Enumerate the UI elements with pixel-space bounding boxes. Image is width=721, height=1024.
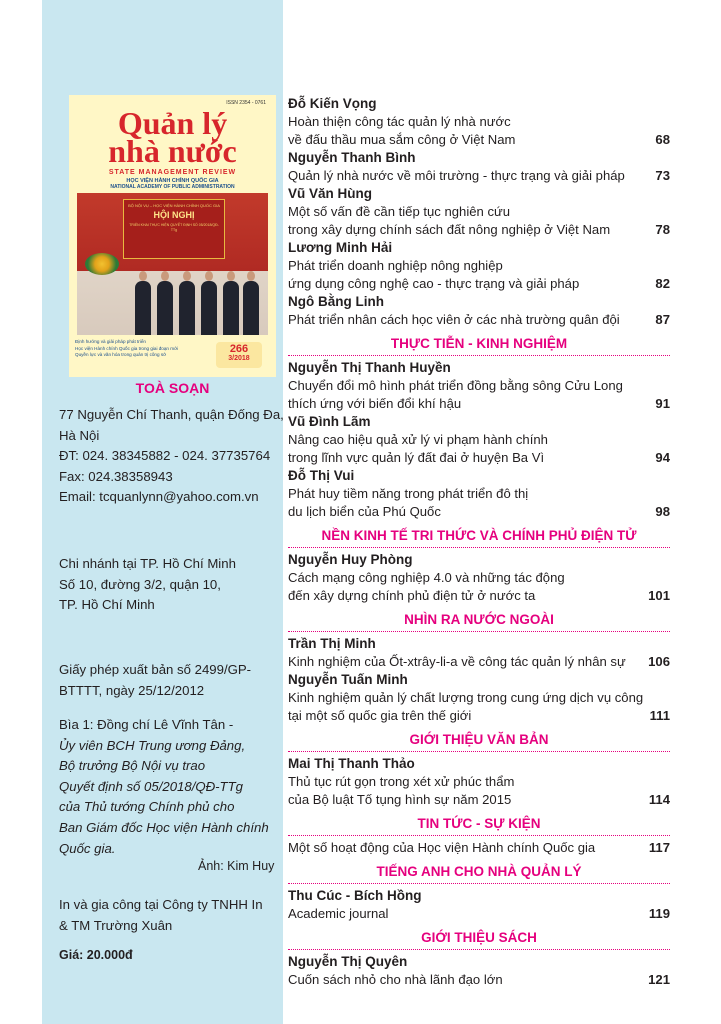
cover-subtitle-en: STATE MANAGEMENT REVIEW [108, 169, 237, 176]
toc-title-text: về đấu thầu mua sắm công ở Việt Nam [288, 132, 516, 147]
toc-title-line [288, 773, 670, 791]
person-figure [135, 281, 151, 335]
banner-subtitle: TRIỂN KHAI THỰC HIỆN QUYẾT ĐỊNH SỐ 05/2018/QĐ-TTg [129, 223, 219, 232]
toc-title-line [288, 167, 670, 185]
toc-entry[interactable] [288, 671, 670, 725]
address-line: Hà Nội [59, 427, 100, 443]
toc-title-text: Kinh nghiệm quản lý chất lượng trong cung ứng dịch vụ công [288, 690, 644, 705]
issue-number: 266 [229, 343, 249, 355]
toc-title-line [288, 707, 670, 725]
caption-line: của Thủ tướng Chính phủ cho [59, 799, 235, 815]
cover-issn: ISSN 2354 - 0761 [226, 100, 266, 106]
branch-line: TP. Hồ Chí Minh [59, 597, 155, 613]
toc-title-line [288, 377, 670, 395]
cover-issue-badge [216, 342, 262, 368]
toc-title-line [288, 275, 670, 293]
toc-title-text: đến xây dựng chính phủ điện tử ở nước ta [288, 588, 536, 603]
toc-title-line [288, 587, 670, 605]
toc-title-line [288, 395, 670, 413]
issue-date: 3/2018 [228, 355, 250, 362]
editorial-contact [59, 405, 284, 508]
toc-title-text: Quản lý nhà nước về môi trường - thực trạng và giải pháp [288, 168, 625, 183]
caption-line: Quyết định số 05/2018/QĐ-TTg [59, 778, 243, 794]
toc-page-number: 106 [648, 654, 670, 669]
toc-section-heading: NỀN KINH TẾ TRI THỨC VÀ CHÍNH PHỦ ĐIỆN TỬ [288, 527, 670, 545]
cover-brand-line1: Quản lý [117, 105, 228, 141]
toc-entry[interactable] [288, 755, 670, 809]
cover-caption [59, 715, 269, 859]
email-text: Email: tcquanlynn@yahoo.com.vn [59, 489, 259, 505]
toc-title-line [288, 971, 670, 989]
toc-author: Mai Thị Thanh Thảo [288, 756, 415, 771]
toc-author: Nguyễn Thị Quyên [288, 954, 408, 969]
toc-author: Lương Minh Hải [288, 240, 393, 255]
toc-title-text: trong lĩnh vực quản lý đất đai ở huyện Ba Vì [288, 450, 545, 465]
person-figure [157, 281, 173, 335]
toc-author: Nguyễn Tuấn Minh [288, 672, 408, 687]
toc-title-text: tại một số quốc gia trên thế giới [288, 708, 472, 723]
toc-entry[interactable] [288, 887, 670, 923]
toc-entry[interactable] [288, 95, 670, 149]
toc-entry[interactable] [288, 149, 670, 185]
toc-entry[interactable] [288, 239, 670, 293]
magazine-cover [69, 95, 276, 377]
person-figure [201, 281, 217, 335]
toc-section-heading: TIẾNG ANH CHO NHÀ QUẢN LÝ [288, 863, 670, 881]
publishing-license [59, 660, 251, 701]
caption-line: Bộ trưởng Bộ Nội vụ trao [59, 758, 206, 774]
toc-title-line [288, 257, 670, 275]
toc-page-number: 117 [648, 840, 670, 855]
toc-title-text: Một số hoạt động của Học viện Hành chính Quốc gia [288, 840, 596, 855]
toc-title-text: Cuốn sách nhỏ cho nhà lãnh đạo lớn [288, 972, 503, 987]
toc-title-text: Cách mạng công nghiệp 4.0 và những tác động [288, 570, 565, 585]
toc-section-heading: GIỚI THIỆU SÁCH [288, 929, 670, 947]
caption-line: Quốc gia. [59, 840, 116, 856]
toc-title-text: Một số vấn đề cần tiếp tục nghiên cứu [288, 204, 511, 219]
license-line: BTTTT, ngày 25/12/2012 [59, 682, 205, 698]
toc-page-number: 111 [649, 708, 670, 723]
toc-title-text: ứng dụng công nghệ cao - thực trạng và giải pháp [288, 276, 580, 291]
caption-line: Ban Giám đốc Học viện Hành chính [59, 819, 269, 835]
toc-author: Vũ Văn Hùng [288, 186, 372, 201]
phone-text: ĐT: 024. 38345882 - 024. 37735764 [59, 448, 271, 464]
caption-line: Bìa 1: Đồng chí Lê Vĩnh Tân - [59, 717, 234, 732]
printer-line: & TM Trường Xuân [59, 917, 173, 933]
toc-title-line [288, 449, 670, 467]
toc-title-text: Nâng cao hiệu quả xử lý vi phạm hành chính [288, 432, 548, 447]
toc-page-number: 114 [648, 792, 670, 807]
toc-title-line [288, 485, 670, 503]
toc-title-text: của Bộ luật Tố tụng hình sự năm 2015 [288, 792, 512, 807]
toc-section-heading: NHÌN RA NƯỚC NGOÀI [288, 611, 670, 629]
cover-academy-en: NATIONAL ACADEMY OF PUBLIC ADMINISTRATION [110, 184, 235, 190]
toc-author: Vũ Đình Lãm [288, 414, 371, 429]
toc-section-heading: GIỚI THIỆU VĂN BẢN [288, 731, 670, 749]
toc-section-heading: THỰC TIỄN - KINH NGHIỆM [288, 335, 670, 353]
toc-title-line [288, 113, 670, 131]
toc-page-number: 91 [655, 396, 670, 411]
toc-author: Đỗ Kiến Vọng [288, 96, 377, 111]
price-text: Giá: 20.000đ [59, 948, 133, 962]
toc-page-number: 98 [655, 504, 670, 519]
cover-photo-banner [123, 199, 225, 259]
branch-line: Chi nhánh tại TP. Hồ Chí Minh [59, 556, 236, 571]
toc-title-line [288, 203, 670, 221]
toc-page-number: 82 [655, 276, 670, 291]
person-figure [223, 281, 239, 335]
toc-page-number: 87 [655, 312, 670, 327]
toc-title-text: Academic journal [288, 906, 389, 921]
toc-entry[interactable] [288, 551, 670, 605]
fax-text: Fax: 024.38358943 [59, 468, 173, 484]
toc-title-line [288, 839, 670, 857]
toc-author: Thu Cúc - Bích Hồng [288, 888, 422, 903]
toc-entry[interactable] [288, 359, 670, 413]
editorial-office-title: TOÀ SOẠN [135, 380, 210, 396]
toc-title-line [288, 905, 670, 923]
toc-title-text: Thủ tục rút gọn trong xét xử phúc thẩm [288, 774, 515, 789]
toc-entry[interactable] [288, 839, 670, 857]
toc-title-line [288, 221, 670, 239]
toc-author: Đỗ Thị Vui [288, 468, 355, 483]
toc-title-line [288, 311, 670, 329]
cover-academy-vn: HỌC VIỆN HÀNH CHÍNH QUỐC GIA [126, 178, 219, 184]
toc-title-line [288, 689, 670, 707]
toc-title-text: trong xây dựng chính sách đất nông nghiệp ở Việt Nam [288, 222, 611, 237]
printer-info [59, 895, 263, 936]
banner-top-text: BỘ NỘI VỤ – HỌC VIỆN HÀNH CHÍNH QUỐC GIA [128, 203, 220, 208]
address-line: 77 Nguyễn Chí Thanh, quận Đống Đa, [59, 407, 284, 422]
toc-page-number: 78 [655, 222, 670, 237]
toc-page-number: 73 [655, 168, 670, 183]
flower-arrangement [85, 253, 119, 275]
printer-line: In và gia công tại Công ty TNHH In [59, 897, 263, 912]
toc-title-text: Phát triển nhân cách học viên ở các nhà trường quân đội [288, 312, 620, 327]
toc-title-line [288, 503, 670, 521]
cover-brand-line2: nhà nước [108, 133, 237, 169]
cover-bullet: Quyền lực và văn hóa trong quản trị công sở [75, 352, 167, 358]
toc-entry[interactable] [288, 953, 670, 989]
toc-title-text: Hoàn thiện công tác quản lý nhà nước [288, 114, 511, 129]
toc-title-text: du lịch biển của Phú Quốc [288, 504, 441, 519]
toc-entry[interactable] [288, 635, 670, 671]
cover-photo [77, 193, 268, 335]
toc-author: Nguyễn Huy Phòng [288, 552, 413, 567]
toc-title-line [288, 791, 670, 809]
toc-title-line [288, 131, 670, 149]
toc-title-text: Kinh nghiệm của Ốt-xtrây-li-a về công tác quản lý nhân sự [288, 654, 626, 669]
toc-section-heading: TIN TỨC - SỰ KIỆN [288, 815, 670, 833]
toc-author: Nguyễn Thị Thanh Huyền [288, 360, 451, 375]
toc-title-line [288, 653, 670, 671]
toc-title-line [288, 569, 670, 587]
toc-title-text: Phát huy tiềm năng trong phát triển đô thị [288, 486, 529, 501]
table-of-contents [288, 95, 670, 989]
person-figure [179, 281, 195, 335]
photo-credit: Ảnh: Kim Huy [198, 859, 275, 873]
cover-bullet: Học viện Hành chính Quốc gia trong giai đoạn mới [75, 345, 179, 351]
toc-author: Nguyễn Thanh Bình [288, 150, 416, 165]
caption-line: Ủy viên BCH Trung ương Đảng, [59, 737, 246, 753]
toc-title-text: thích ứng với biến đổi khí hậu [288, 396, 462, 411]
branch-office [59, 554, 236, 616]
toc-author: Trần Thị Minh [288, 636, 376, 651]
toc-entry[interactable] [288, 467, 670, 521]
branch-line: Số 10, đường 3/2, quận 10, [59, 576, 221, 592]
toc-page-number: 121 [648, 972, 670, 987]
toc-page-number: 94 [655, 450, 670, 465]
toc-title-text: Chuyển đổi mô hình phát triển đồng bằng sông Cửu Long [288, 378, 623, 393]
toc-page-number: 101 [648, 588, 670, 603]
toc-author: Ngô Bằng Linh [288, 294, 384, 309]
toc-entry[interactable] [288, 413, 670, 467]
license-line: Giấy phép xuất bản số 2499/GP- [59, 662, 252, 677]
toc-title-text: Phát triển doanh nghiệp nông nghiệp [288, 258, 503, 273]
cover-bullet: Định hướng và giải pháp phát triển [75, 339, 146, 344]
toc-entry[interactable] [288, 293, 670, 329]
toc-title-line [288, 431, 670, 449]
toc-entry[interactable] [288, 185, 670, 239]
person-figure [243, 281, 259, 335]
toc-page-number: 68 [655, 132, 670, 147]
banner-title: HỘI NGHỊ [153, 210, 195, 220]
toc-page-number: 119 [648, 906, 670, 921]
cover-bullets [75, 339, 205, 359]
